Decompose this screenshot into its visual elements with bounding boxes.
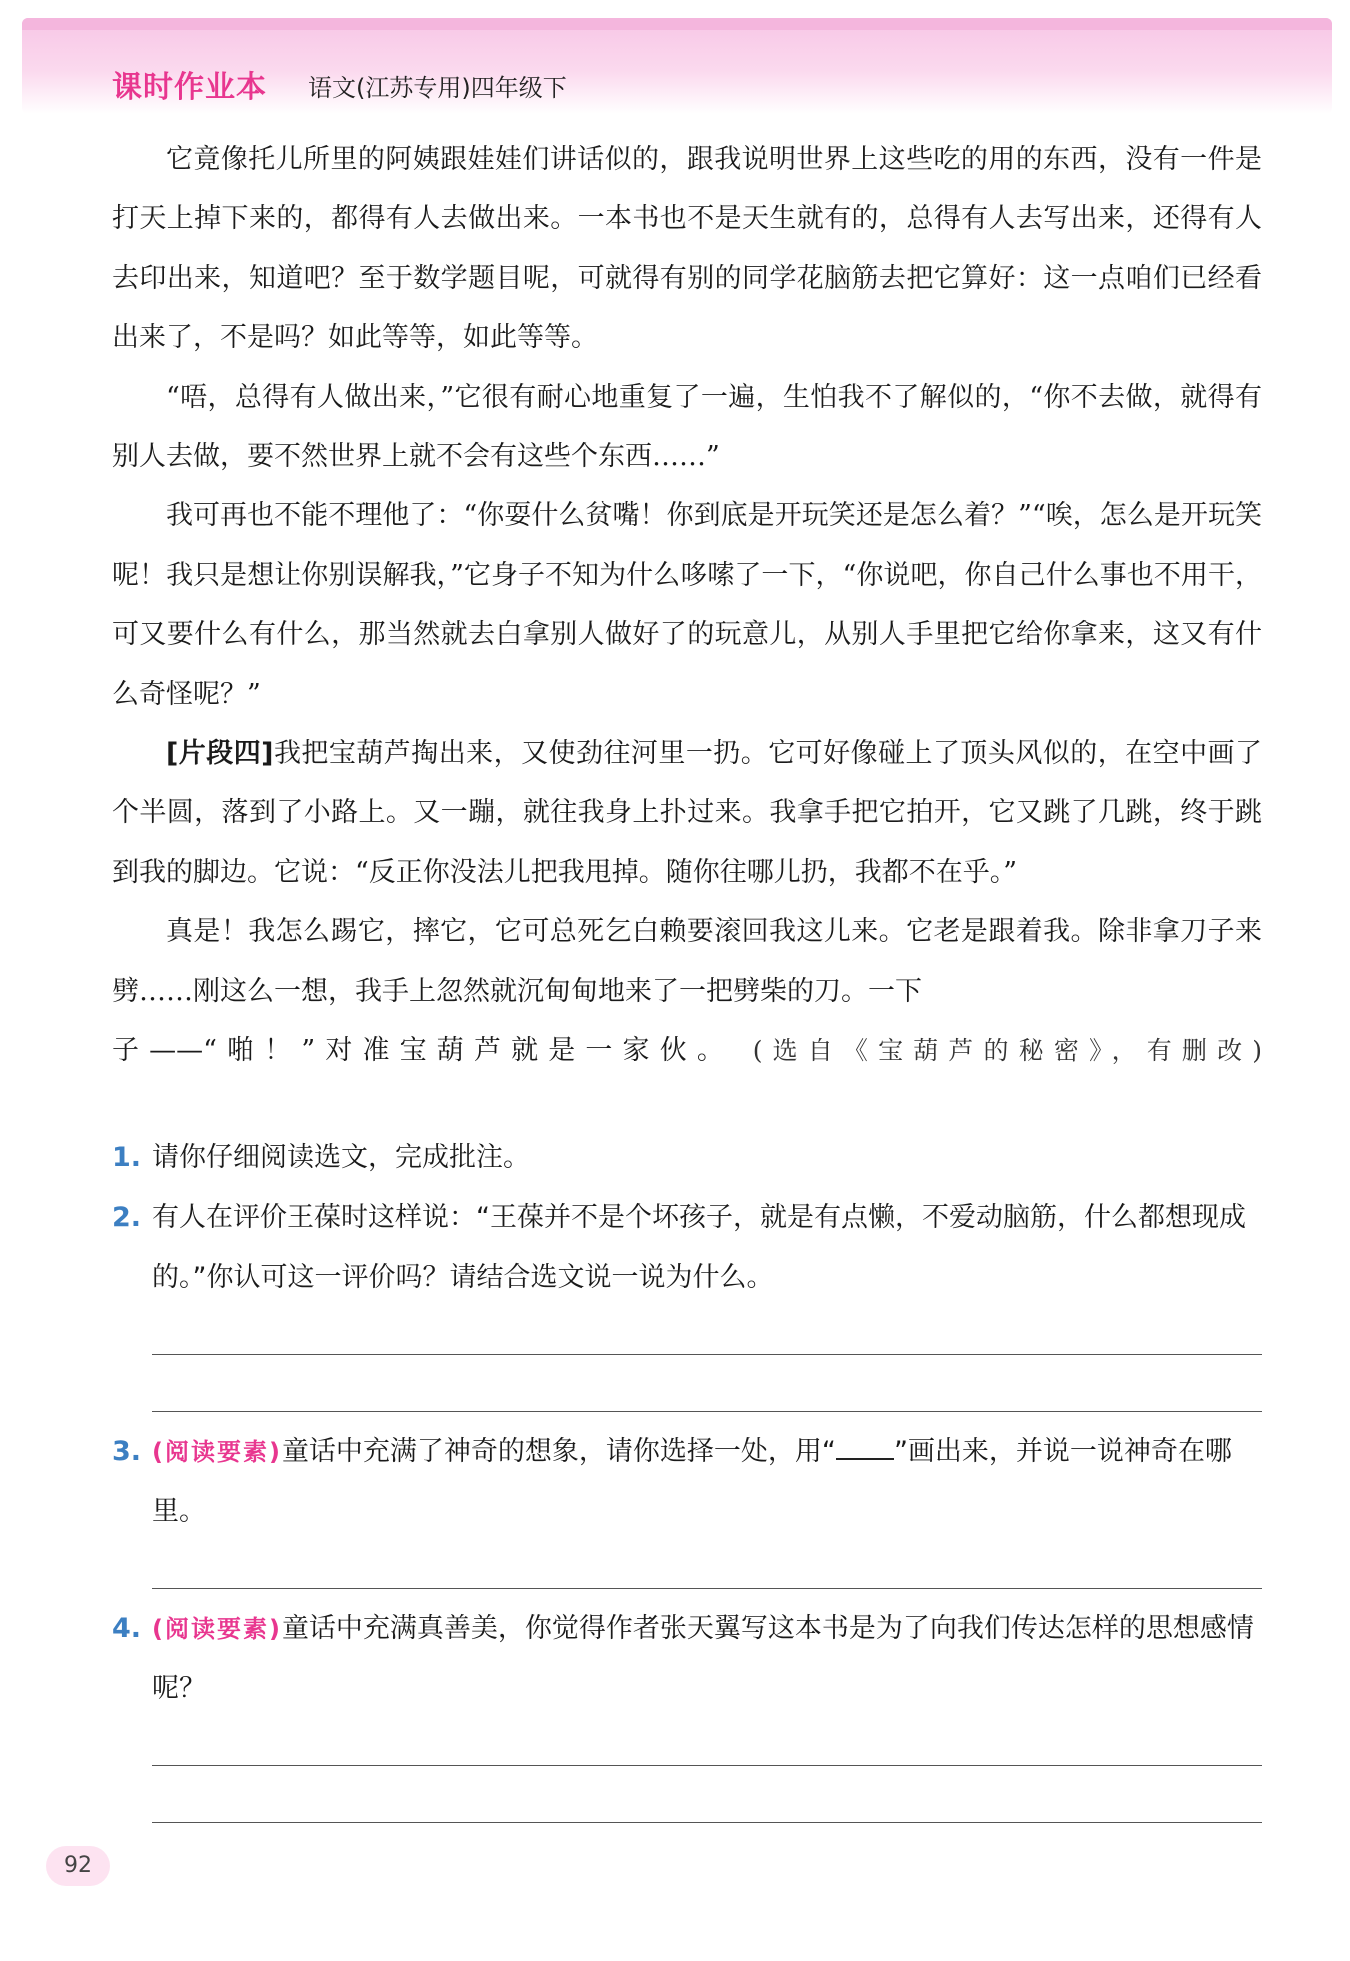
question-number: 3. <box>112 1436 142 1467</box>
answer-line[interactable] <box>152 1822 1262 1823</box>
paragraph-5-end <box>112 1021 1262 1080</box>
question-text: 童话中充满真善美，你觉得作者张天翼写这本书是为了向我们传达怎样的思想感情呢？ <box>152 1613 1254 1704</box>
question-text: 有人在评价王葆时这样说：“王葆并不是个坏孩子，就是有点懒，不爱动脑筋，什么都想现成的。”你认可这一评价吗？请结合选文说一说为什么。 <box>152 1202 1246 1293</box>
book-title: 课时作业本 <box>112 70 267 105</box>
page-number: 92 <box>46 1846 110 1886</box>
paragraph-1: 它竟像托儿所里的阿姨跟娃娃们讲话似的，跟我说明世界上这些吃的用的东西，没有一件是打天上掉下来的，都得有人去做出来。一本书也不是天生就有的，总得有人去写出来，还得有人去印出来，知道吧？至于数学题目呢，可就得有别的同学花脑筋去把它算好：这一点咱们已经看出来了，不是吗？如此等等，如此等等。 <box>112 144 1262 354</box>
reading-element-tag: (阅读要素) <box>152 1615 282 1643</box>
question-1 <box>112 1128 1262 1188</box>
question-3 <box>112 1422 1262 1542</box>
question-4 <box>112 1599 1262 1719</box>
reading-passage <box>112 130 1262 1081</box>
question-number: 2. <box>112 1202 142 1233</box>
paragraph-4 <box>112 724 1262 902</box>
question-list <box>112 1128 1262 1823</box>
question-text-part-1: 童话中充满了神奇的想象，请你选择一处，用“ <box>281 1436 836 1467</box>
source-citation: (选自《宝葫芦的秘密》，有删改) <box>752 1036 1262 1066</box>
question-2 <box>112 1188 1262 1308</box>
question-number: 4. <box>112 1613 142 1644</box>
underline-mark <box>836 1432 894 1460</box>
paragraph-5-end-text: 子——“啪！”对准宝葫芦就是一家伙。 <box>112 1035 734 1067</box>
question-number: 1. <box>112 1142 142 1173</box>
question-text-part-2: ”画出来，并说一说神奇在哪里。 <box>152 1436 1232 1527</box>
reading-element-tag: (阅读要素) <box>152 1438 282 1466</box>
book-subtitle: 语文(江苏专用)四年级下 <box>308 74 567 102</box>
paragraph-3: 我可再也不能不理他了：“你耍什么贫嘴！你到底是开玩笑还是怎么着？”“唉，怎么是开玩笑呢！我只是想让你别误解我，”它身子不知为什么哆嗦了一下，“你说吧，你自己什么事也不用干，可又要什么有什么，那当然就去白拿别人做好了的玩意儿，从别人手里把它给你拿来，这又有什么奇怪呢？” <box>112 500 1262 710</box>
paragraph-4-text: 我把宝葫芦掏出来，又使劲往河里一扔。它可好像碰上了顶头风似的，在空中画了个半圆，落到了小路上。又一蹦，就往我身上扑过来。我拿手把它拍开，它又跳了几跳，终于跳到我的脚边。它说：“反正你没法儿把我甩掉。随你往哪儿扔，我都不在乎。” <box>112 738 1262 888</box>
paragraph-5: 真是！我怎么踢它，摔它，它可总死乞白赖要滚回我这儿来。它老是跟着我。除非拿刀子来劈……刚这么一想，我手上忽然就沉甸甸地来了一把劈柴的刀。一下 <box>112 916 1262 1007</box>
segment-tag: [片段四] <box>166 738 274 770</box>
paragraph-2: “唔，总得有人做出来，”它很有耐心地重复了一遍，生怕我不了解似的，“你不去做，就得有别人去做，要不然世界上就不会有这些个东西……” <box>112 381 1262 473</box>
question-text: 请你仔细阅读选文，完成批注。 <box>152 1142 530 1173</box>
